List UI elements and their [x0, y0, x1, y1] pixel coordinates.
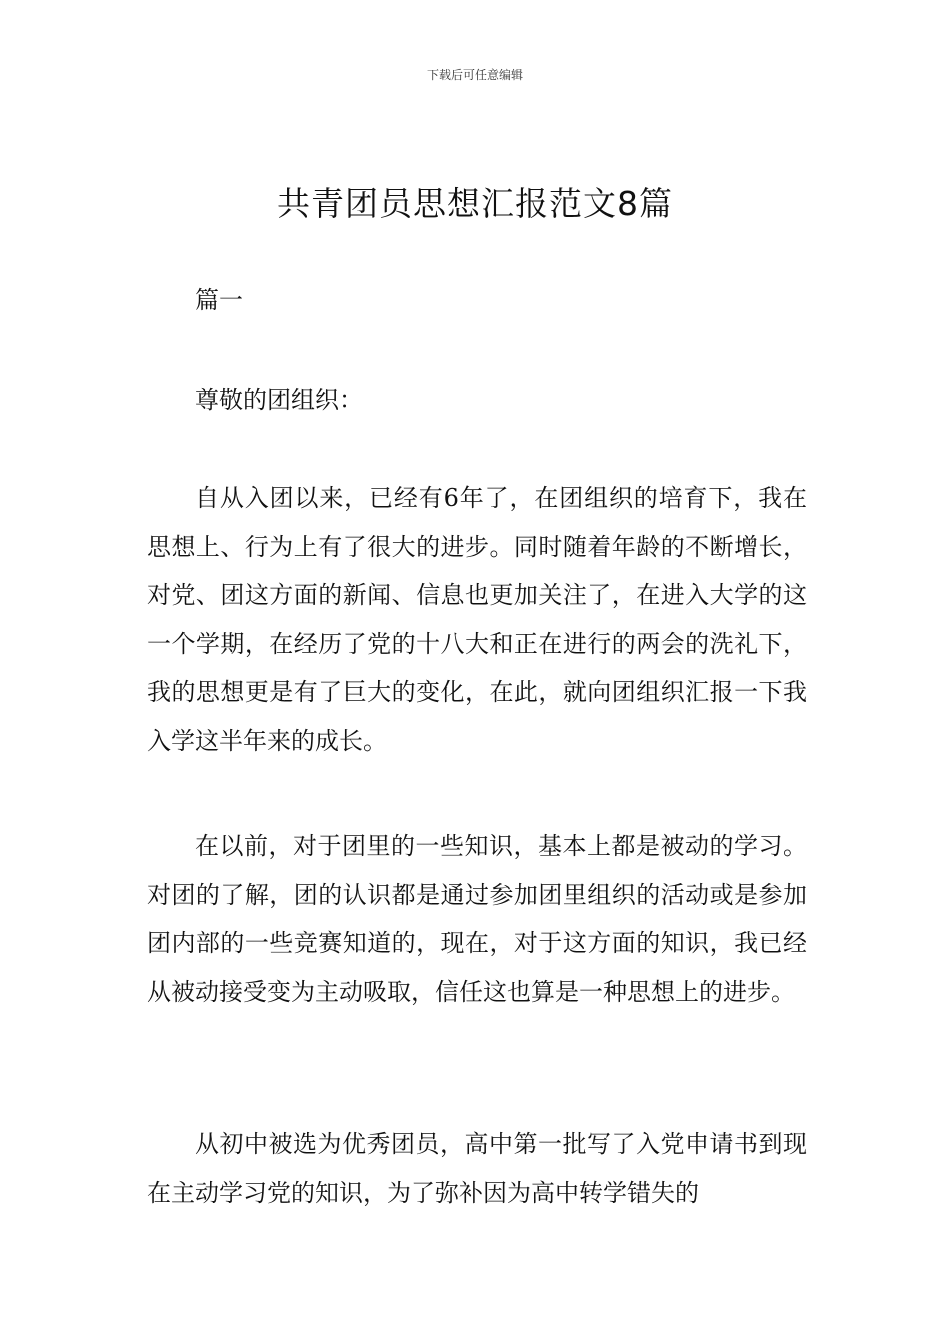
paragraph-1: 自从入团以来，已经有6年了，在团组织的培育下，我在思想上、行为上有了很大的进步。同时随着年龄的不断增长，对党、团这方面的新闻、信息也更加关注了，在进入大学的这一个学期，在经历了党的十八大和正在进行的两会的洗礼下，我的思想更是有了巨大的变化，在此，就向团组织汇报一下我入学这半年来的成长。: [147, 484, 807, 755]
salutation: 尊敬的团组织：: [195, 386, 363, 414]
header-note: 下载后可任意编辑: [426, 68, 523, 82]
document-title: 共青团员思想汇报范文8篇: [277, 184, 673, 223]
paragraph-2: 在以前，对于团里的一些知识，基本上都是被动的学习。对团的了解，团的认识都是通过参加团里组织的活动或是参加团内部的一些竞赛知道的，现在，对于这方面的知识，我已经从被动接受变为主动吸取，信任这也算是一种思想上的进步。: [147, 832, 807, 1006]
section-label: 篇一: [195, 286, 243, 314]
paragraph-3: 从初中被选为优秀团员，高中第一批写了入党申请书到现在主动学习党的知识，为了弥补因为高中转学错失的: [147, 1130, 807, 1207]
